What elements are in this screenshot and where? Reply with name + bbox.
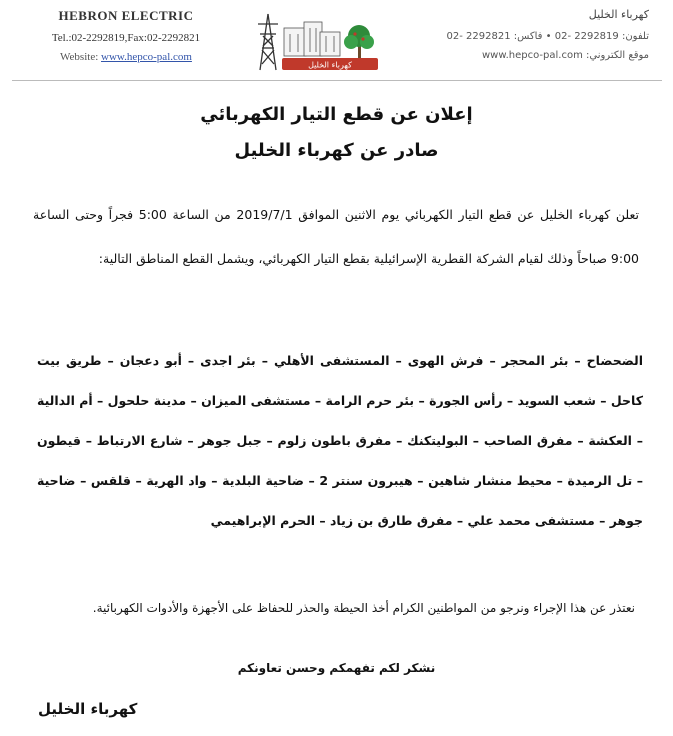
letterhead-english xyxy=(26,8,226,63)
company-name-arabic: كهرباء الخليل xyxy=(588,8,649,21)
pylon-icon xyxy=(258,14,278,70)
company-logo xyxy=(254,8,382,74)
affected-areas-list: الضحضاح – بئر المحجر – فرش الهوى – المستشفى الأهلي – بئر اجدى – أبو دعجان – طريق بيت كاحل – شعب السويد – رأس الجورة – بئر حرم الرامة – مستشفى الميزان – مدينة حلحول – أم الدالية – العكشة – مفرق الصاحب – البوليتكنك – مفرق باطون زلوم – جبل جوهر – شارع الارتباط – قيطون – تل الرميدة – محيط منشار شاهين – هيبرون سنتر 2 – ضاحية البلدية – واد الهرية – قلقس – ضاحية جوهر – مستشفى محمد علي – مفرق طارق بن زياد – الحرم الإبراهيمي xyxy=(37,353,643,528)
website-link[interactable]: www.hepco-pal.com xyxy=(101,51,192,63)
website-label: Website: xyxy=(60,51,99,63)
header-divider xyxy=(12,80,662,81)
apology-paragraph: نعتذر عن هذا الإجراء ونرجو من المواطنين الكرام أخذ الحيطة والحذر للحفاظ على الأجهزة والأدوات الكهربائية. xyxy=(92,601,635,615)
announcement-subtitle: صادر عن كهرباء الخليل xyxy=(234,140,439,161)
letterhead xyxy=(0,0,673,80)
announcement-title: إعلان عن قطع التيار الكهربائي xyxy=(200,104,473,125)
phone-fax-english: Tel.:02-2292819,Fax:02-2292821 xyxy=(51,32,201,44)
website-arabic: موقع الكتروني: www.hepco-pal.com xyxy=(481,50,649,61)
website-line-english xyxy=(26,51,226,63)
tree-icon xyxy=(344,25,374,58)
buildings-icon xyxy=(284,22,340,56)
intro-paragraph: تعلن كهرباء الخليل عن قطع التيار الكهربائي يوم الاثنين الموافق 2019/7/1 من الساعة 5:00 فجراً وحتى الساعة 9:00 صباحاً وذلك لقيام الشركة القطرية الإسرائيلية بقطع التيار الكهربائي، ويشمل القطع المناطق التالية: xyxy=(33,207,639,266)
phone-fax-arabic: تلفون: 2292819 -02 • فاكس: 2292821 -02 xyxy=(446,31,649,42)
thanks-line: نشكر لكم تفهمكم وحسن تعاونكم xyxy=(237,661,436,675)
company-name-english: HEBRON ELECTRIC xyxy=(58,8,194,23)
logo-banner-text: كهرباء الخليل xyxy=(308,60,352,70)
signature: كهرباء الخليل xyxy=(38,700,138,718)
letterhead-arabic xyxy=(419,8,649,61)
